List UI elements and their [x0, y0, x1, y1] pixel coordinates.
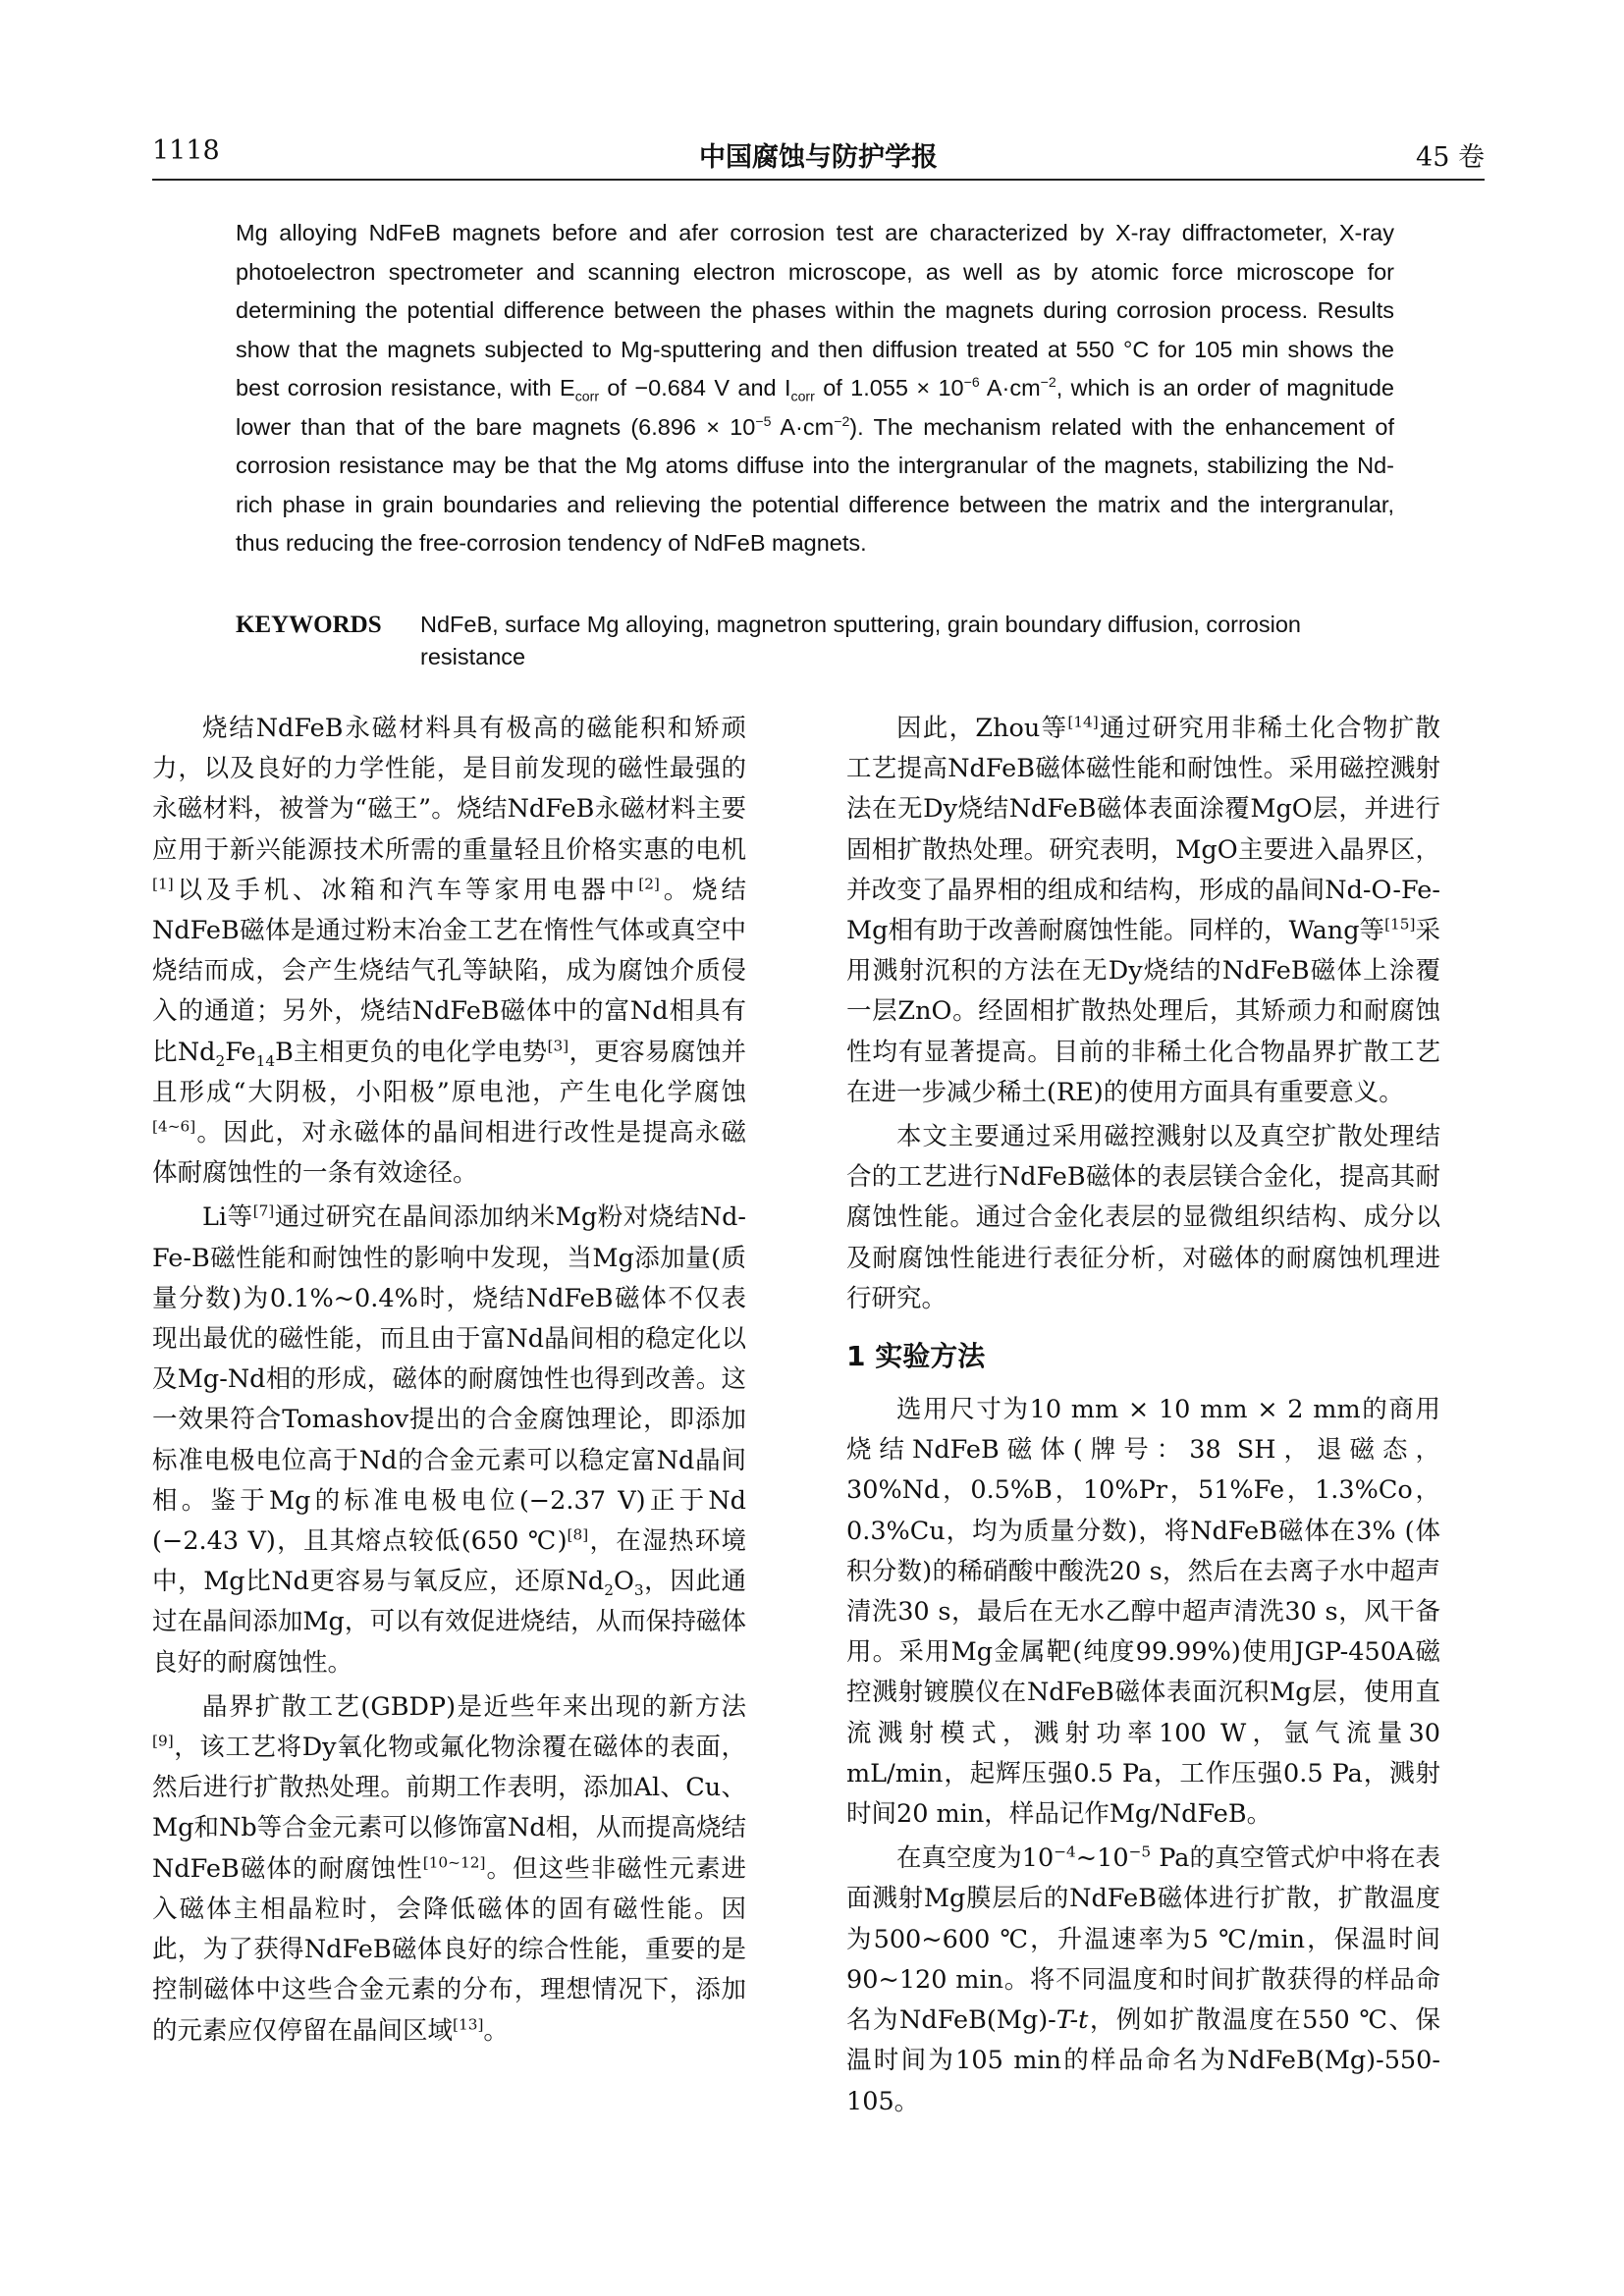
citation-ref: [3] — [547, 1037, 569, 1055]
running-header — [152, 135, 1485, 181]
citation-ref: [13] — [453, 2015, 484, 2033]
citation-ref: [2] — [638, 875, 660, 893]
body-paragraph-6: 选用尺寸为10 mm × 10 mm × 2 mm的商用烧结NdFeB磁体(牌号：38 SH，退磁态，30%Nd，0.5%B，10%Pr，51%Fe，1.3%Co，0.3%Cu，均为质量分数)，将NdFeB磁体在3% (体积分数)的稀硝酸中酸洗20 s，然后在去离子水中超声清洗30 s，最后在无水乙醇中超声清洗30 s，风干备用。采用Mg金属靶(纯度99.99%)使用JGP-450A磁控溅射镀膜仪在NdFeB磁体表面沉积Mg层，使用直流溅射模式，溅射功率100 W，氩气流量30 mL/min，起辉压强0.5 Pa，工作压强0.5 Pa，溅射时间20 min，样品记作Mg/NdFeB。 — [846, 1395, 1440, 1830]
citation-ref: [15] — [1384, 915, 1416, 934]
body-paragraph-5: 本文主要通过采用磁控溅射以及真空扩散处理结合的工艺进行NdFeB磁体的表层镁合金化，提高其耐腐蚀性能。通过合金化表层的显微组织结构、成分以及耐腐蚀性能进行表征分析，对磁体的耐腐蚀机理进行研究。 — [846, 1122, 1440, 1313]
body-paragraph-1: 烧结NdFeB永磁材料具有极高的磁能积和矫顽力，以及良好的力学性能，是目前发现的磁性最强的永磁材料，被誉为“磁王”。烧结NdFeB永磁材料主要应用于新兴能源技术所需的重量轻且价格实惠的电机[1]以及手机、冰箱和汽车等家用电器中[2]。烧结NdFeB磁体是通过粉末冶金工艺在惰性气体或真空中烧结而成，会产生烧结气孔等缺陷，成为腐蚀介质侵入的通道；另外，烧结NdFeB磁体中的富Nd相具有比$Nd_2Fe_{14}B$主相更负的电化学电势[3]，更容易腐蚀并且形成“大阴极，小阳极”原电池，产生电化学腐蚀[4~6]。因此，对永磁体的晶间相进行改性是提高永磁体耐腐蚀性的一条有效途径。 — [152, 714, 746, 1189]
citation-ref: [8] — [567, 1525, 589, 1544]
citation-ref: [14] — [1067, 713, 1099, 731]
keywords-text: NdFeB, surface Mg alloying, magnetron sputtering, grain boundary diffusion, corrosion resistance — [420, 612, 1301, 669]
page-number: 1118 — [152, 135, 220, 166]
right-column — [846, 709, 1440, 2122]
english-abstract — [236, 214, 1394, 563]
body-paragraph-7: 在真空度为$10^{-4}\sim 10^{-5}$ Pa的真空管式炉中将在表面溅射Mg膜层后的NdFeB磁体进行扩散，扩散温度为500~600 ℃，升温速率为5 ℃/min，保温时间90~120 min。将不同温度和时间扩散获得的样品命名为NdFeB(Mg)-T-t，例如扩散温度在550 ℃、保温时间为105 min的样品命名为NdFeB(Mg)-550-105。 — [846, 1842, 1440, 2116]
keywords-label: KEYWORDS — [236, 612, 382, 638]
body-paragraph-4: 因此，Zhou等[14]通过研究用非稀土化合物扩散工艺提高NdFeB磁体磁性能和耐蚀性。采用磁控溅射法在无Dy烧结NdFeB磁体表面涂覆MgO层，并进行固相扩散热处理。研究表明，MgO主要进入晶界区，并改变了晶界相的组成和结构，形成的晶间Nd-O-Fe-Mg相有助于改善耐腐蚀性能。同样的，Wang等[15]采用溅射沉积的方法在无Dy烧结的NdFeB磁体上涂覆一层ZnO。经固相扩散热处理后，其矫顽力和耐腐蚀性均有显著提高。目前的非稀土化合物晶界扩散工艺在进一步减少稀土(RE)的使用方面具有重要意义。 — [846, 713, 1440, 1107]
abstract-paragraph: Mg alloying NdFeB magnets before and afer corrosion test are characterized by X-ray diffractometer, X-ray photoelectron spectrometer and scanning electron microscope, as well as by atomic force microscope for determining the potential difference between the phases within the magnets during corrosion process. Results show that the magnets subjected to Mg-sputtering and then diffusion treated at 550 °C for 105 min shows the best corrosion resistance, with $E_{corr}$ of −0.684 V and $I_{corr}$ of $1.055 \times 10^{-6}$ $A\cdot cm^{-2}$, which is an order of magnitude lower than that of the bare magnets ($6.896 \times 10^{-5}$ $A\cdot cm^{-2}$). The mechanism related with the enhancement of corrosion resistance may be that the Mg atoms diffuse into the intergranular of the magnets, stabilizing the Nd-rich phase in grain boundaries and relieving the potential difference between the matrix and the intergranular, thus reducing the free-corrosion tendency of NdFeB magnets. — [236, 220, 1394, 556]
body-paragraph-3: 晶界扩散工艺(GBDP)是近些年来出现的新方法[9]，该工艺将Dy氧化物或氟化物涂覆在磁体的表面，然后进行扩散热处理。前期工作表明，添加Al、Cu、Mg和Nb等合金元素可以修饰富Nd相，从而提高烧结NdFeB磁体的耐腐蚀性[10~12]。但这些非磁性元素进入磁体主相晶粒时，会降低磁体的固有磁性能。因此，为了获得NdFeB磁体良好的综合性能，重要的是控制磁体中这些合金元素的分布，理想情况下，添加的元素应仅停留在晶间区域[13]。 — [152, 1691, 746, 2046]
left-column — [152, 709, 746, 2052]
citation-ref: [10~12] — [422, 1853, 486, 1872]
citation-ref: [4~6] — [152, 1117, 196, 1136]
citation-ref: [9] — [152, 1732, 174, 1750]
citation-ref: [1] — [152, 875, 174, 893]
citation-ref: [7] — [252, 1201, 275, 1220]
body-paragraph-2: Li等[7]通过研究在晶间添加纳米Mg粉对烧结Nd-Fe-B磁性能和耐蚀性的影响中发现，当Mg添加量(质量分数)为0.1%~0.4%时，烧结NdFeB磁体不仅表现出最优的磁性能，而且由于富Nd晶间相的稳定化以及Mg-Nd相的形成，磁体的耐腐蚀性也得到改善。这一效果符合Tomashov提出的合金腐蚀理论，即添加标准电极电位高于Nd的合金元素可以稳定富Nd晶间相。鉴于Mg的标准电极电位(−2.37 V)正于Nd (−2.43 V)，且其熔点较低(650 ℃)[8]，在湿热环境中，Mg比Nd更容易与氧反应，还原$Nd_2O_3$，因此通过在晶间添加Mg，可以有效促进烧结，从而保持磁体良好的耐腐蚀性。 — [152, 1201, 747, 1678]
section-heading: 1 实验方法 — [846, 1340, 986, 1373]
keywords-block — [236, 609, 1394, 673]
journal-title: 中国腐蚀与防护学报 — [699, 142, 938, 173]
volume-label: 45 卷 — [1416, 142, 1485, 173]
